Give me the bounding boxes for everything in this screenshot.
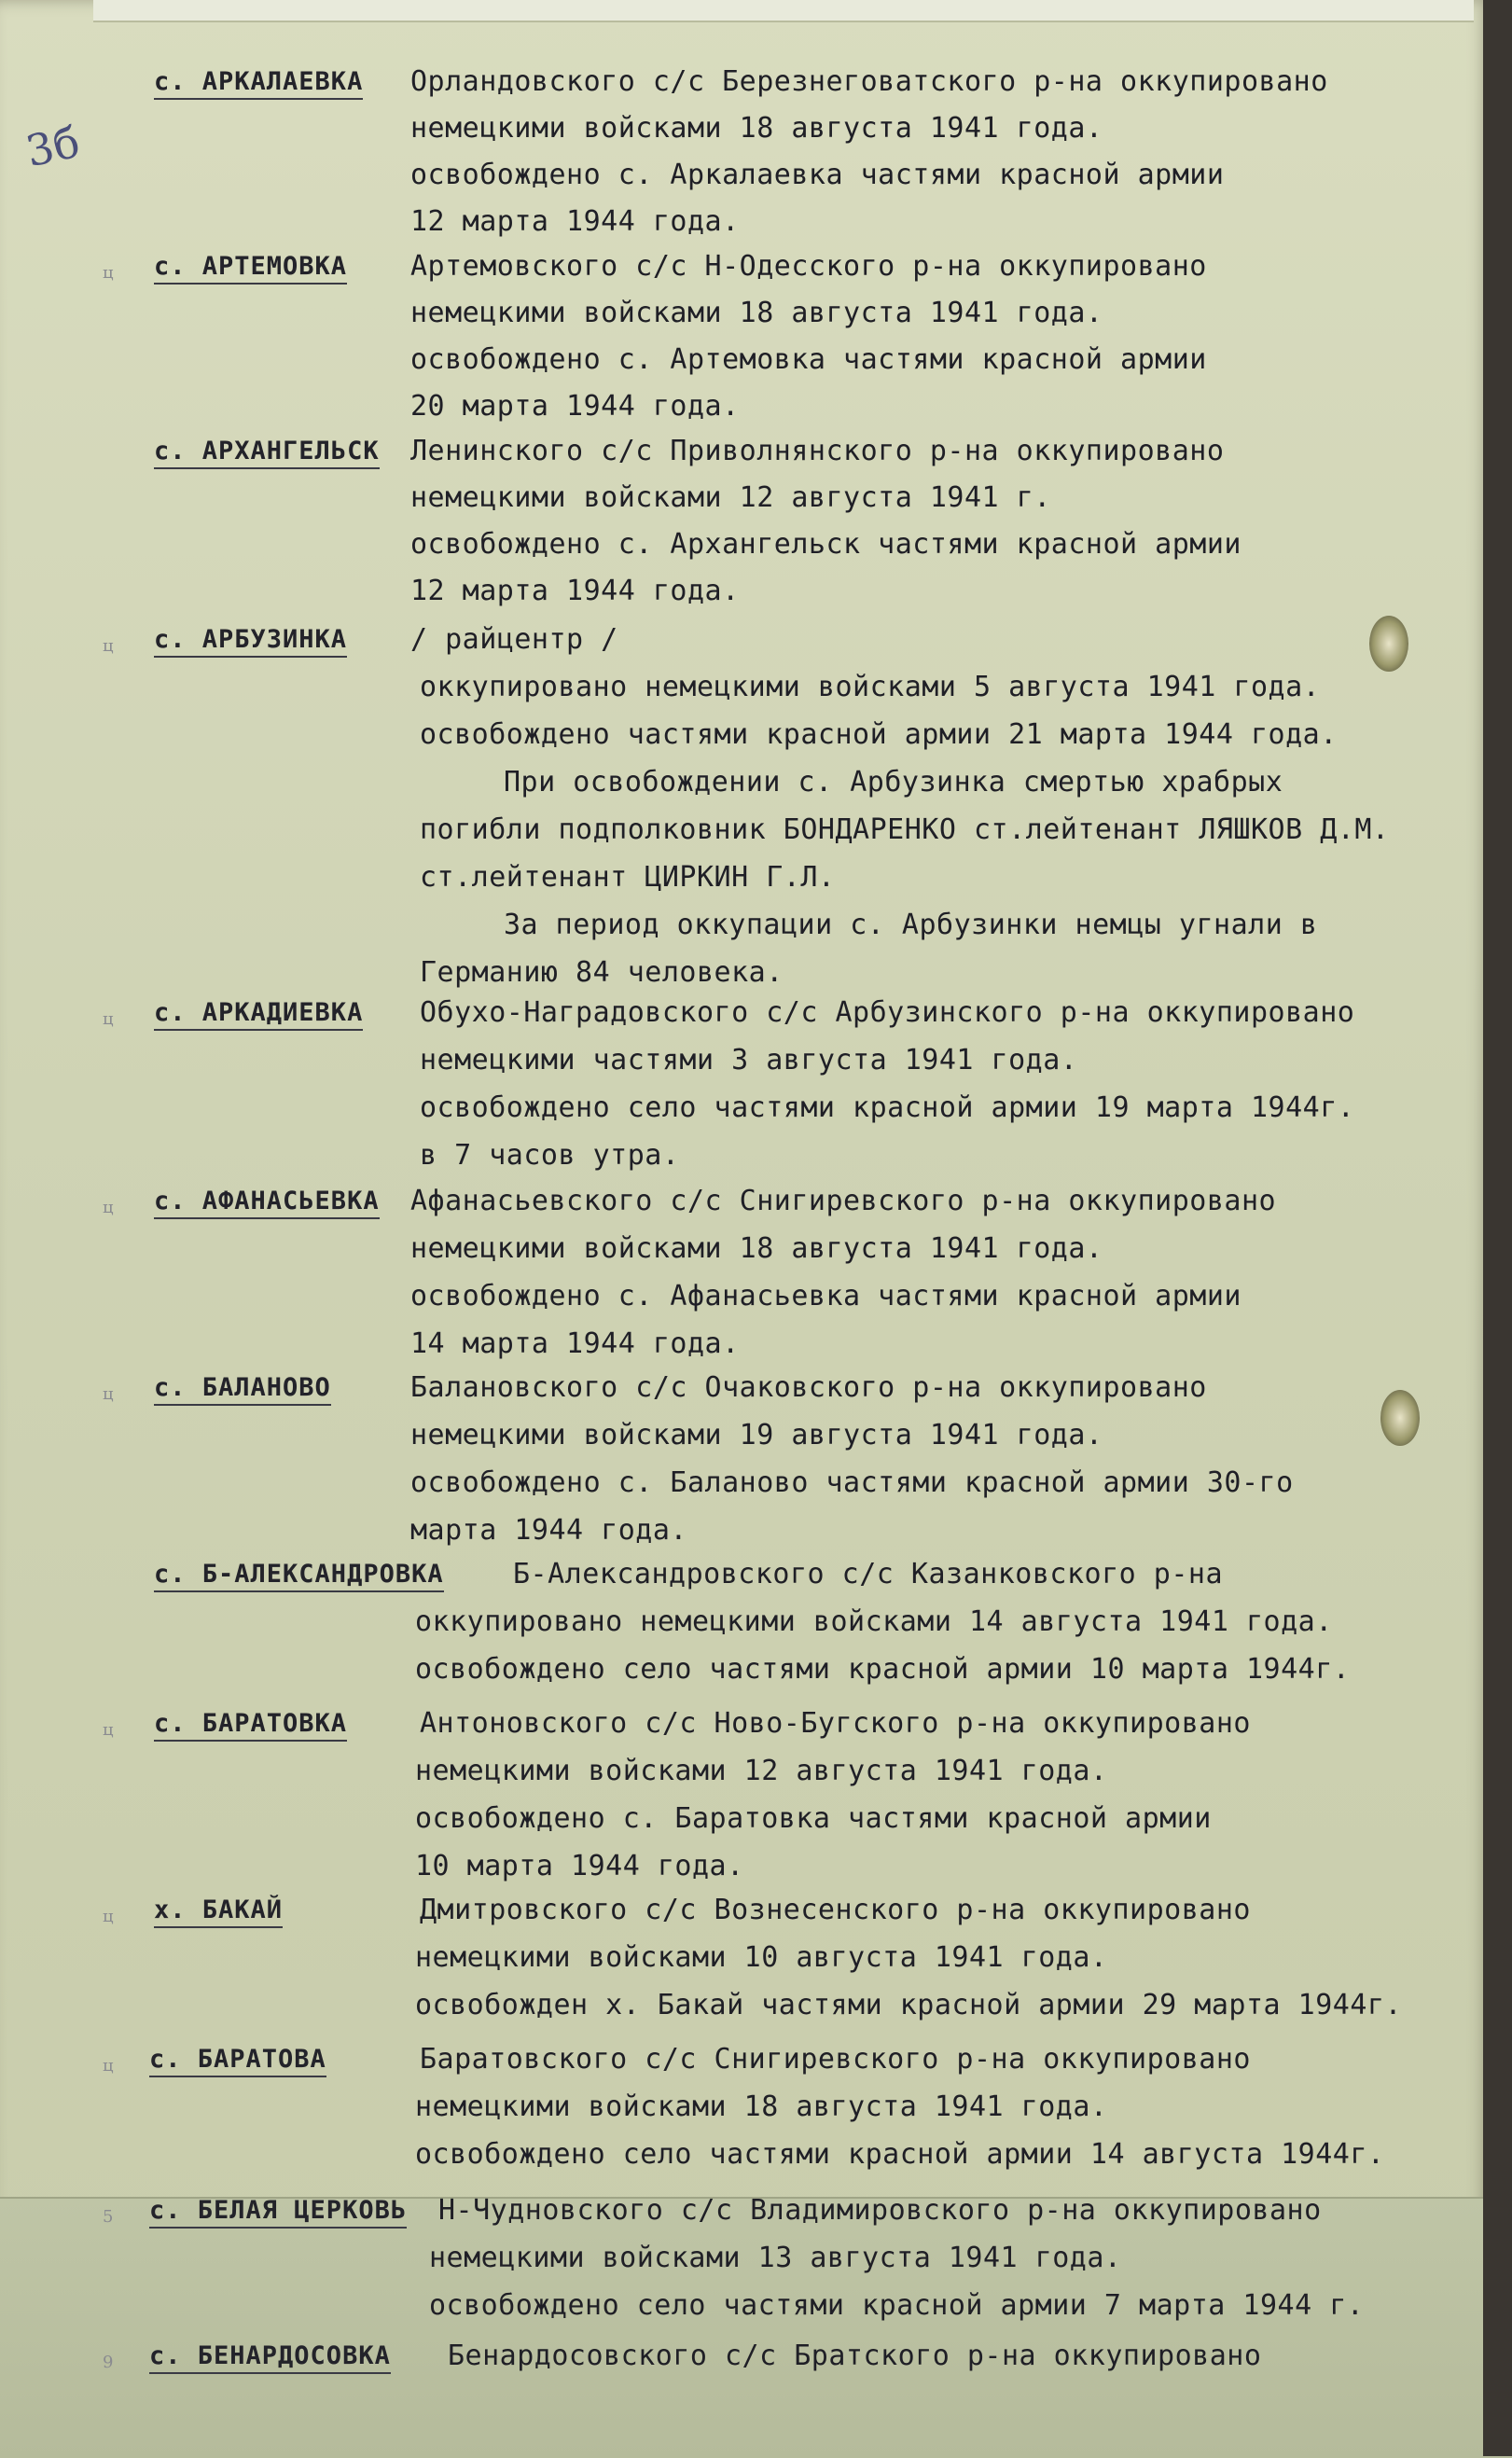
text-line: Бенардосовского с/с Братского р-на оккупировано	[448, 2340, 1262, 2372]
text-line: немецкими войсками 19 августа 1941 года.	[410, 1419, 1103, 1451]
text-line: освобождено село частями красной армии 10 марта 1944г.	[415, 1653, 1351, 1686]
text-line: 12 марта 1944 года.	[410, 205, 740, 238]
village-name: с. АРКАДИЕВКА	[154, 998, 363, 1031]
bottom-overlay-slip	[0, 2197, 1512, 2458]
text-line: освобождено с. Афанасьевка частями красной армии	[410, 1280, 1242, 1312]
handwritten-page-number: 3б	[21, 116, 84, 177]
text-line: Германию 84 человека.	[420, 956, 784, 989]
text-line: Орландовского с/с Березнеговатского р-на оккупировано	[410, 65, 1328, 98]
punch-hole	[1369, 616, 1408, 672]
margin-mark: ц	[103, 1907, 114, 1926]
margin-mark: ц	[103, 1384, 114, 1404]
text-line: Балановского с/с Очаковского р-на оккупировано	[410, 1371, 1207, 1404]
text-line: немецкими войсками 12 августа 1941 г.	[410, 481, 1051, 514]
village-name: с. АРТЕМОВКА	[154, 252, 347, 285]
margin-mark: 9	[103, 2353, 114, 2372]
text-line: Артемовского с/с Н-Одесского р-на оккупировано	[410, 250, 1207, 283]
text-line: освобождено село частями красной армии 19 марта 1944г.	[420, 1091, 1355, 1124]
text-line: марта 1944 года.	[410, 1514, 687, 1547]
text-line: немецкими войсками 10 августа 1941 года.	[415, 1941, 1108, 1974]
village-name: с. БАРАТОВА	[149, 2045, 326, 2077]
margin-mark: ц	[103, 636, 114, 656]
village-name: с. АРБУЗИНКА	[154, 625, 347, 658]
village-name: с. БАРАТОВКА	[154, 1709, 347, 1742]
text-line: оккупировано немецкими войсками 5 августа 1941 года.	[420, 671, 1321, 703]
margin-mark: ц	[103, 1720, 114, 1740]
text-line: освобождено село частями красной армии 14 августа 1944г.	[415, 2138, 1385, 2171]
punch-hole	[1380, 1390, 1420, 1446]
village-name: с. АРХАНГЕЛЬСК	[154, 437, 380, 469]
text-line: немецкими войсками 18 августа 1941 года.	[410, 112, 1103, 145]
village-name: с. БЕЛАЯ ЦЕРКОВЬ	[149, 2196, 407, 2229]
text-line: Н-Чудновского с/с Владимировского р-на оккупировано	[438, 2194, 1322, 2227]
village-name: с. Б-АЛЕКСАНДРОВКА	[154, 1560, 444, 1592]
text-line: За период оккупации с. Арбузинки немцы угнали в	[504, 909, 1318, 941]
text-line: в 7 часов утра.	[420, 1139, 680, 1172]
text-line: освобождено с. Архангельск частями красной армии	[410, 528, 1242, 561]
text-line: освобождено с. Баланово частями красной армии 30-го	[410, 1466, 1294, 1499]
text-line: освобожден х. Бакай частями красной армии 29 марта 1944г.	[415, 1989, 1403, 2021]
text-line: Баратовского с/с Снигиревского р-на оккупировано	[420, 2043, 1251, 2076]
text-line: освобождено с. Баратовка частями красной армии	[415, 1802, 1212, 1835]
text-line: Б-Александровского с/с Казанковского р-на	[513, 1558, 1224, 1590]
text-line: Афанасьевского с/с Снигиревского р-на оккупировано	[410, 1185, 1277, 1217]
text-line: освобождено село частями красной армии 7 марта 1944 г.	[429, 2289, 1365, 2322]
text-line: / райцентр /	[410, 623, 618, 656]
text-line: оккупировано немецкими войсками 14 августа 1941 года.	[415, 1605, 1333, 1638]
text-line: 12 марта 1944 года.	[410, 575, 740, 607]
text-line: 10 марта 1944 года.	[415, 1850, 744, 1882]
text-line: Ленинского с/с Приволнянского р-на оккупировано	[410, 435, 1225, 467]
text-line: Обухо-Наградовского с/с Арбузинского р-на оккупировано	[420, 996, 1355, 1029]
margin-mark: ц	[103, 263, 114, 283]
margin-mark: 5	[103, 2207, 114, 2227]
top-fold	[93, 0, 1474, 22]
text-line: ст.лейтенант ЦИРКИН Г.Л.	[420, 861, 836, 894]
margin-mark: ц	[103, 1198, 114, 1217]
village-name: с. АРКАЛАЕВКА	[154, 67, 363, 100]
text-line: 14 марта 1944 года.	[410, 1327, 740, 1360]
village-name: с. БЕНАРДОСОВКА	[149, 2341, 391, 2374]
text-line: Дмитровского с/с Вознесенского р-на оккупировано	[420, 1894, 1251, 1926]
margin-mark: ц	[103, 2056, 114, 2076]
text-line: освобождено с. Артемовка частями красной армии	[410, 343, 1207, 376]
text-line: При освобождении с. Арбузинка смертью храбрых	[504, 766, 1283, 799]
text-line: немецкими войсками 12 августа 1941 года.	[415, 1755, 1108, 1787]
text-line: Антоновского с/с Ново-Бугского р-на оккупировано	[420, 1707, 1251, 1740]
binder-edge	[1483, 0, 1512, 2456]
text-line: освобождено с. Аркалаевка частями красной армии	[410, 159, 1225, 191]
text-line: немецкими войсками 18 августа 1941 года.	[415, 2090, 1108, 2123]
village-name: х. БАКАЙ	[154, 1896, 283, 1928]
text-line: освобождено частями красной армии 21 марта 1944 года.	[420, 718, 1338, 751]
village-name: с. АФАНАСЬЕВКА	[154, 1187, 380, 1219]
text-line: 20 марта 1944 года.	[410, 390, 740, 423]
text-line: немецкими войсками 18 августа 1941 года.	[410, 297, 1103, 329]
margin-mark: ц	[103, 1009, 114, 1029]
text-line: погибли подполковник БОНДАРЕНКО ст.лейтенант ЛЯШКОВ Д.М.	[420, 813, 1390, 846]
text-line: немецкими войсками 13 августа 1941 года.	[429, 2242, 1122, 2274]
village-name: с. БАЛАНОВО	[154, 1373, 331, 1406]
text-line: немецкими частями 3 августа 1941 года.	[420, 1044, 1078, 1076]
text-line: немецкими войсками 18 августа 1941 года.	[410, 1232, 1103, 1265]
